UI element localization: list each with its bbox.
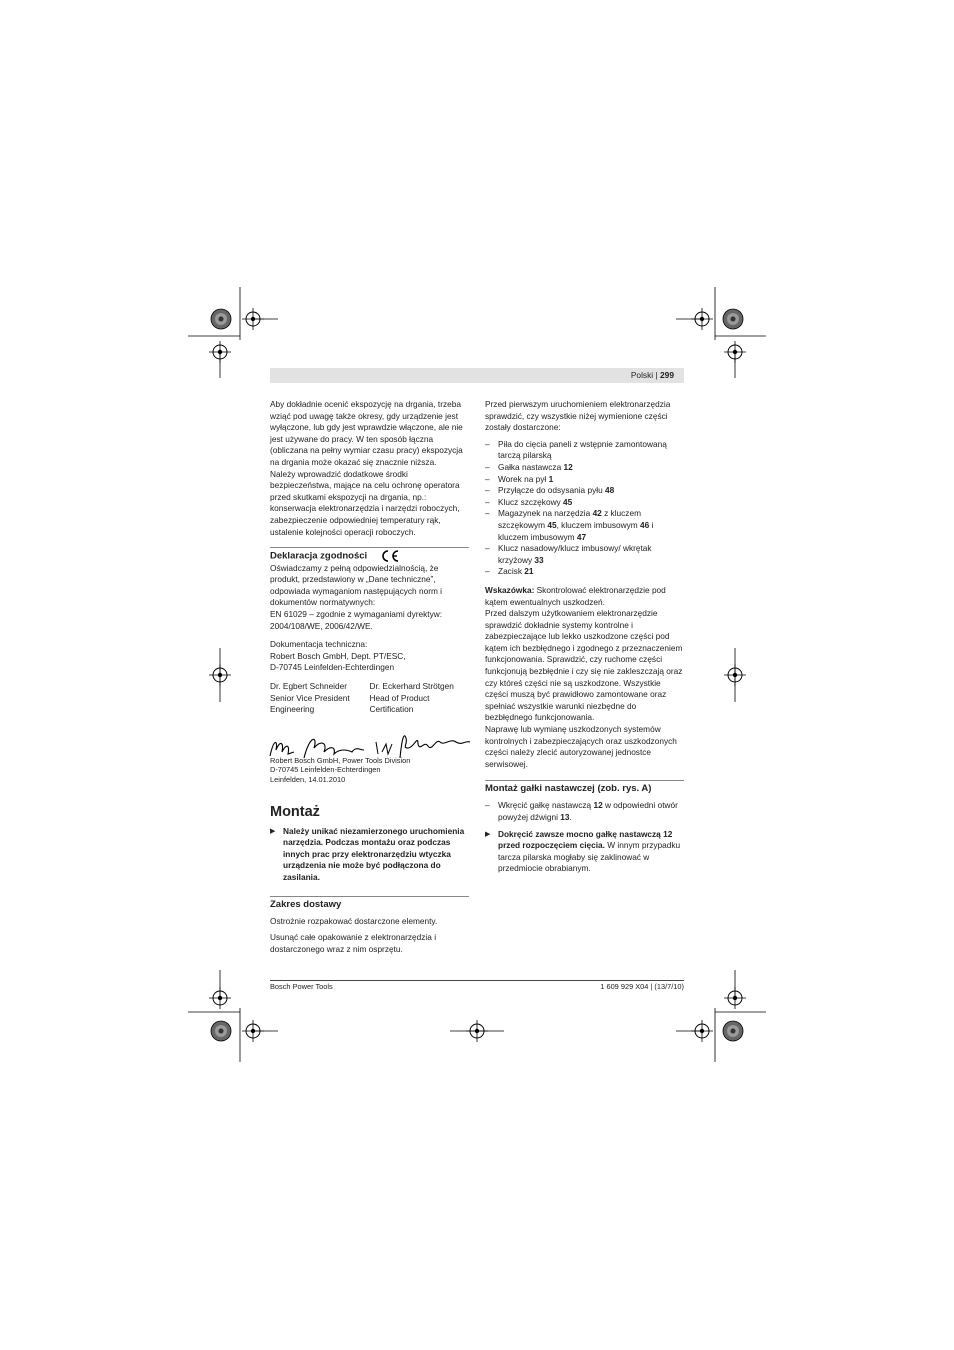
- signatory-2-name: Dr. Eckerhard Strötgen: [369, 680, 454, 691]
- gałka-steps: [485, 800, 684, 823]
- repair-paragraph: Naprawę lub wymianę uszkodzonych systemów kontrolnych i zabezpieczających oraz uszkodzonych części należy zlecić autoryzowanej jednostce serwisowej.: [485, 724, 677, 769]
- list-item: – Klucz szczękowy 45: [485, 497, 684, 509]
- list-item: – Worek na pył 1: [485, 474, 684, 486]
- signatory-1-role: Senior Vice President: [270, 692, 350, 703]
- signatory-1-name: Dr. Egbert Schneider: [270, 680, 348, 691]
- declaration-title-text: Deklaracja zgodności: [270, 550, 368, 562]
- page-header: [270, 368, 684, 383]
- list-item: – Przyłącze do odsysania pyłu 48: [485, 485, 684, 497]
- gałka-section: [485, 780, 684, 795]
- warning-triangle-icon: ▶: [485, 830, 491, 838]
- signatory-1-role-2: Engineering: [270, 704, 315, 715]
- footer-rule: [270, 980, 684, 981]
- company-line-1: Robert Bosch GmbH, Power Tools Division: [270, 755, 411, 765]
- declaration-norms: EN 61029 – zgodnie z wymaganiami dyrektyw: 2004/108/WE, 2006/42/WE.: [270, 609, 443, 631]
- list-item: – Wkręcić gałkę nastawczą 12 w odpowiedni otwór powyżej dźwigni 13.: [485, 800, 684, 823]
- delivery-list: [485, 439, 684, 578]
- declaration-section: [270, 547, 469, 563]
- footer-doc-number: 1 609 929 X04 | (13/7/10): [600, 982, 684, 991]
- zakres-paragraph-2: Usunąć całe opakowanie z elektronarzędzia i dostarczonego wraz z nim osprzętu.: [270, 932, 437, 954]
- tech-doc-company: Robert Bosch GmbH, Dept. PT/ESC,: [270, 650, 406, 661]
- list-item: – Magazynek na narzędzia 42 z kluczem szczękowym 45, kluczem imbusowym 46 i kluczem imbusowym 47: [485, 508, 684, 543]
- signatory-2-role: Head of Product: [369, 692, 430, 703]
- note-label: Wskazówka:: [485, 584, 535, 595]
- check-paragraph: Przed dalszym użytkowaniem elektronarzędzie sprawdzić dokładnie systemy kontrolne i zabezpieczające lub lekko uszkodzone części pod kątem ich bezbłędnego i zgodnego z przeznaczeniem funkcjonowania. Sprawdzić, czy ruchome części funkcjonują bezbłędnie i czy się nie zakleszczają oraz czy któreś części nie są uszkodzone. Wszystkie części muszą być prawidłowo zamontowane oraz spełniać wszystkie warunki niezbędne do bezbłędnego funkcjonowania.: [485, 608, 683, 723]
- signatories: [270, 681, 469, 716]
- note-paragraph: [485, 585, 684, 608]
- zakres-title: Zakres dostawy: [270, 898, 342, 910]
- company-line-3: Leinfelden, 14.01.2010: [270, 774, 346, 784]
- note-text: Skontrolować elektronarzędzie pod kątem ewentualnych uszkodzeń.: [485, 584, 666, 607]
- header-separator: |: [655, 370, 658, 380]
- warning-tighten-bold: Dokręcić zawsze mocno gałkę nastawczą 12 przed rozpoczęciem cięcia.: [498, 828, 673, 851]
- warning-tighten-text: W innym przypadku tarcza pilarska mogłaby się zaklinować w przedmiocie obrabianym.: [498, 840, 681, 874]
- delivery-intro: Przed pierwszym uruchomieniem elektronarzędzia sprawdzić, czy wszystkie niżej wymienione części zostały dostarczone:: [485, 399, 671, 433]
- left-column: [270, 399, 469, 955]
- declaration-text: Oświadczamy z pełną odpowiedzialnością, że produkt, przedstawiony w „Dane techniczne”, odpowiada wymaganiom następujących norm i dokumentów normatywnych:: [270, 562, 443, 608]
- tech-doc-label: Dokumentacja techniczna:: [270, 639, 368, 650]
- handwritten-signatures: [268, 728, 473, 764]
- tech-doc-address: D-70745 Leinfelden-Echterdingen: [270, 662, 395, 673]
- vibration-paragraph-1: Aby dokładnie ocenić ekspozycję na drgania, trzeba wziąć pod uwagę także okresy, gdy urządzenie jest wyłączone, lub gdy jest wprawdzie włączone, ale nie jest używane do pracy. W ten sposób łączna (obliczana na pełny wymiar czasu pracy) ekspozycja na drgania może okazać się znacznie niższa.: [270, 399, 463, 467]
- list-item: – Gałka nastawcza 12: [485, 462, 684, 474]
- list-item: – Piła do cięcia paneli z wstępnie zamontowaną tarczą pilarską: [485, 439, 684, 462]
- zakres-section: [270, 896, 469, 911]
- list-item: – Zacisk 21: [485, 566, 684, 578]
- warning-unplug: [270, 826, 469, 884]
- right-column: [485, 399, 684, 875]
- ce-mark-icon: [380, 550, 400, 562]
- zakres-paragraph-1: Ostrożnie rozpakować dostarczone elementy.: [270, 915, 438, 926]
- page-number: 299: [660, 370, 674, 380]
- header-language: Polski: [630, 370, 654, 380]
- vibration-paragraph-2: Należy wprowadzić dodatkowe środki bezpieczeństwa, mające na celu ochronę operatora przed skutkami ekspozycji na drgania, np.: konserwacja elektronarzędzia i narzędzi roboczych, zabezpieczenie odpowiedniej temperatury rąk, ustalenie kolejności operacji roboczych.: [270, 468, 460, 537]
- footer-brand: Bosch Power Tools: [270, 982, 333, 991]
- warning-unplug-text: Należy unikać niezamierzonego uruchomienia narzędzia. Podczas montażu oraz podczas innych prac przy elektronarzędziu wtyczka urządzenia nie może być podłączona do zasilania.: [283, 825, 465, 882]
- warning-triangle-icon: ▶: [270, 827, 276, 835]
- signatory-2-role-2: Certification: [369, 704, 414, 715]
- company-line-2: D-70745 Leinfelden-Echterdingen: [270, 765, 381, 775]
- montaz-heading: Montaż: [270, 803, 320, 820]
- warning-tighten: [485, 829, 684, 875]
- declaration-title: [270, 550, 469, 563]
- gałka-title: Montaż gałki nastawczej (zob. rys. A): [485, 783, 652, 795]
- list-item: – Klucz nasadowy/klucz imbusowy/ wkrętak krzyżowy 33: [485, 543, 684, 566]
